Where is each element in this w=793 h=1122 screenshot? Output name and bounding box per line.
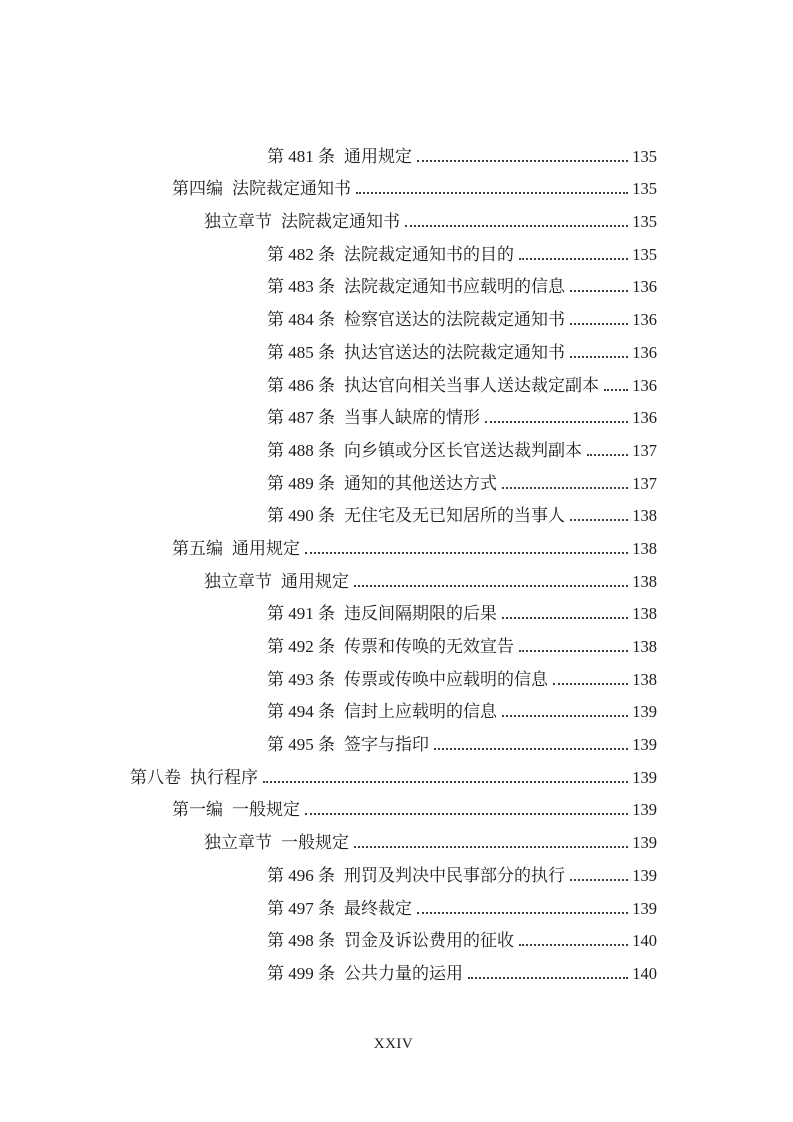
toc-entry-label: 第 485 条 xyxy=(267,342,335,362)
toc-entry xyxy=(130,788,657,821)
toc-entry xyxy=(130,820,657,853)
toc-entry-page: 140 xyxy=(632,963,657,983)
toc-entry-label: 第八卷 xyxy=(130,767,181,787)
toc-entry-title: 法院裁定通知书 xyxy=(281,212,400,232)
dot-leader xyxy=(519,650,628,652)
dot-leader xyxy=(570,519,628,521)
toc-entry-title: 公共力量的运用 xyxy=(344,963,463,983)
toc-entry-label: 第 482 条 xyxy=(267,244,335,264)
toc-entry-title: 法院裁定通知书应载明的信息 xyxy=(344,277,565,297)
toc-entry xyxy=(130,722,657,755)
toc-entry-label: 第 487 条 xyxy=(267,408,335,428)
dot-leader xyxy=(519,258,628,260)
toc-entry xyxy=(130,592,657,625)
toc-entry-page: 138 xyxy=(632,506,657,526)
dot-leader xyxy=(405,225,628,227)
toc-entry xyxy=(130,265,657,298)
toc-entry-page: 138 xyxy=(632,538,657,558)
toc-entry-label: 第 484 条 xyxy=(267,310,335,330)
dot-leader xyxy=(354,585,628,587)
toc-entry xyxy=(130,330,657,363)
toc-entry-page: 140 xyxy=(632,931,657,951)
toc-entry xyxy=(130,853,657,886)
toc-entry-page: 139 xyxy=(632,702,657,722)
toc-entry-title: 信封上应载明的信息 xyxy=(344,702,497,722)
dot-leader xyxy=(305,813,628,815)
toc-entry-title: 违反间隔期限的后果 xyxy=(344,604,497,624)
dot-leader xyxy=(356,192,628,194)
toc-entry-label: 第 489 条 xyxy=(267,473,335,493)
toc-entry-title: 一般规定 xyxy=(232,800,300,820)
toc-entry-title: 当事人缺席的情形 xyxy=(344,408,480,428)
toc-entry-title: 通知的其他送达方式 xyxy=(344,473,497,493)
toc-entry-page: 136 xyxy=(632,408,657,428)
toc-entry-title: 执达官向相关当事人送达裁定副本 xyxy=(344,375,599,395)
toc-entry-page: 138 xyxy=(632,604,657,624)
toc-entry xyxy=(130,657,657,690)
toc-entry-page: 139 xyxy=(632,800,657,820)
toc-entry xyxy=(130,886,657,919)
toc-entry-page: 139 xyxy=(632,735,657,755)
toc-entry-label: 第 499 条 xyxy=(267,963,335,983)
toc-entry-label: 第 491 条 xyxy=(267,604,335,624)
dot-leader xyxy=(570,879,628,881)
toc-entry xyxy=(130,919,657,952)
dot-leader xyxy=(305,552,628,554)
dot-leader xyxy=(417,160,628,162)
toc-entry xyxy=(130,461,657,494)
toc-entry-label: 第 481 条 xyxy=(267,146,335,166)
toc-entry-label: 第 488 条 xyxy=(267,440,335,460)
toc-entry-page: 138 xyxy=(632,669,657,689)
toc-entry-page: 136 xyxy=(632,310,657,330)
dot-leader xyxy=(519,944,628,946)
toc-entry-label: 第五编 xyxy=(172,538,223,558)
toc-entry-page: 136 xyxy=(632,375,657,395)
toc-entry-label: 第 483 条 xyxy=(267,277,335,297)
dot-leader xyxy=(502,487,628,489)
dot-leader xyxy=(434,748,628,750)
dot-leader xyxy=(468,977,628,979)
dot-leader xyxy=(553,683,628,685)
toc-entry xyxy=(130,755,657,788)
toc-entry-label: 第一编 xyxy=(172,800,223,820)
toc-entry xyxy=(130,428,657,461)
toc-list xyxy=(130,134,657,984)
toc-entry-label: 第 494 条 xyxy=(267,702,335,722)
toc-entry-title: 一般规定 xyxy=(281,833,349,853)
toc-entry-title: 检察官送达的法院裁定通知书 xyxy=(344,310,565,330)
toc-entry-title: 传票和传唤的无效宣告 xyxy=(344,637,514,656)
toc-entry xyxy=(130,624,657,657)
dot-leader xyxy=(485,421,628,423)
toc-entry-title: 最终裁定 xyxy=(344,898,412,918)
toc-entry-label: 独立章节 xyxy=(204,212,272,232)
toc-entry-label: 第 495 条 xyxy=(267,735,335,755)
toc-entry-label: 独立章节 xyxy=(204,571,272,591)
dot-leader xyxy=(570,290,628,292)
toc-entry xyxy=(130,232,657,265)
page-number: XXIV xyxy=(373,1036,414,1052)
toc-entry-page: 135 xyxy=(632,244,657,264)
dot-leader xyxy=(502,617,628,619)
toc-entry-label: 独立章节 xyxy=(204,833,272,853)
toc-entry-page: 136 xyxy=(632,277,657,297)
toc-entry xyxy=(130,167,657,200)
dot-leader xyxy=(587,454,628,456)
toc-entry-label: 第 490 条 xyxy=(267,506,335,526)
toc-entry-title: 传票或传唤中应载明的信息 xyxy=(344,669,548,689)
dot-leader xyxy=(354,846,628,848)
toc-entry-title: 法院裁定通知书 xyxy=(232,179,351,199)
toc-entry-page: 139 xyxy=(632,898,657,918)
toc-entry-label: 第 486 条 xyxy=(267,375,335,395)
toc-entry xyxy=(130,134,657,167)
toc-entry-page: 139 xyxy=(632,833,657,853)
toc-entry xyxy=(130,690,657,723)
toc-entry-title: 无住宅及无已知居所的当事人 xyxy=(344,506,565,526)
toc-entry-page: 138 xyxy=(632,571,657,591)
toc-entry-title: 法院裁定通知书的目的 xyxy=(344,244,514,264)
page-footer xyxy=(130,1036,657,1053)
toc-entry xyxy=(130,494,657,527)
toc-entry-page: 137 xyxy=(632,473,657,493)
toc-entry-page: 135 xyxy=(632,146,657,166)
dot-leader xyxy=(604,389,628,391)
toc-entry-page: 139 xyxy=(632,767,657,787)
toc-entry-title: 通用规定 xyxy=(232,538,300,558)
toc-entry xyxy=(130,526,657,559)
dot-leader xyxy=(570,356,628,358)
dot-leader xyxy=(570,323,628,325)
dot-leader xyxy=(417,912,628,914)
toc-entry-title: 向乡镇或分区长官送达裁判副本 xyxy=(344,440,582,460)
toc-entry-page: 135 xyxy=(632,179,657,199)
toc-entry xyxy=(130,396,657,429)
toc-entry-page: 138 xyxy=(632,637,657,656)
toc-entry-page: 139 xyxy=(632,865,657,885)
toc-entry xyxy=(130,559,657,592)
toc-entry-label: 第四编 xyxy=(172,179,223,199)
toc-entry-title: 执行程序 xyxy=(190,767,258,787)
toc-entry-title: 罚金及诉讼费用的征收 xyxy=(344,931,514,951)
toc-entry-title: 刑罚及判决中民事部分的执行 xyxy=(344,865,565,885)
toc-entry-title: 签字与指印 xyxy=(344,735,429,755)
toc-entry-title: 执达官送达的法院裁定通知书 xyxy=(344,342,565,362)
toc-entry-page: 137 xyxy=(632,440,657,460)
toc-entry xyxy=(130,199,657,232)
toc-entry-page: 136 xyxy=(632,342,657,362)
toc-entry xyxy=(130,297,657,330)
toc-entry-label: 第 492 条 xyxy=(267,637,335,656)
toc-entry xyxy=(130,363,657,396)
toc-entry-page: 135 xyxy=(632,212,657,232)
toc-entry xyxy=(130,951,657,984)
toc-entry-label: 第 493 条 xyxy=(267,669,335,689)
toc-entry-label: 第 497 条 xyxy=(267,898,335,918)
toc-entry-title: 通用规定 xyxy=(344,146,412,166)
toc-entry-title: 通用规定 xyxy=(281,571,349,591)
toc-entry-label: 第 496 条 xyxy=(267,865,335,885)
toc-entry-label: 第 498 条 xyxy=(267,931,335,951)
dot-leader xyxy=(263,781,628,783)
dot-leader xyxy=(502,715,628,717)
